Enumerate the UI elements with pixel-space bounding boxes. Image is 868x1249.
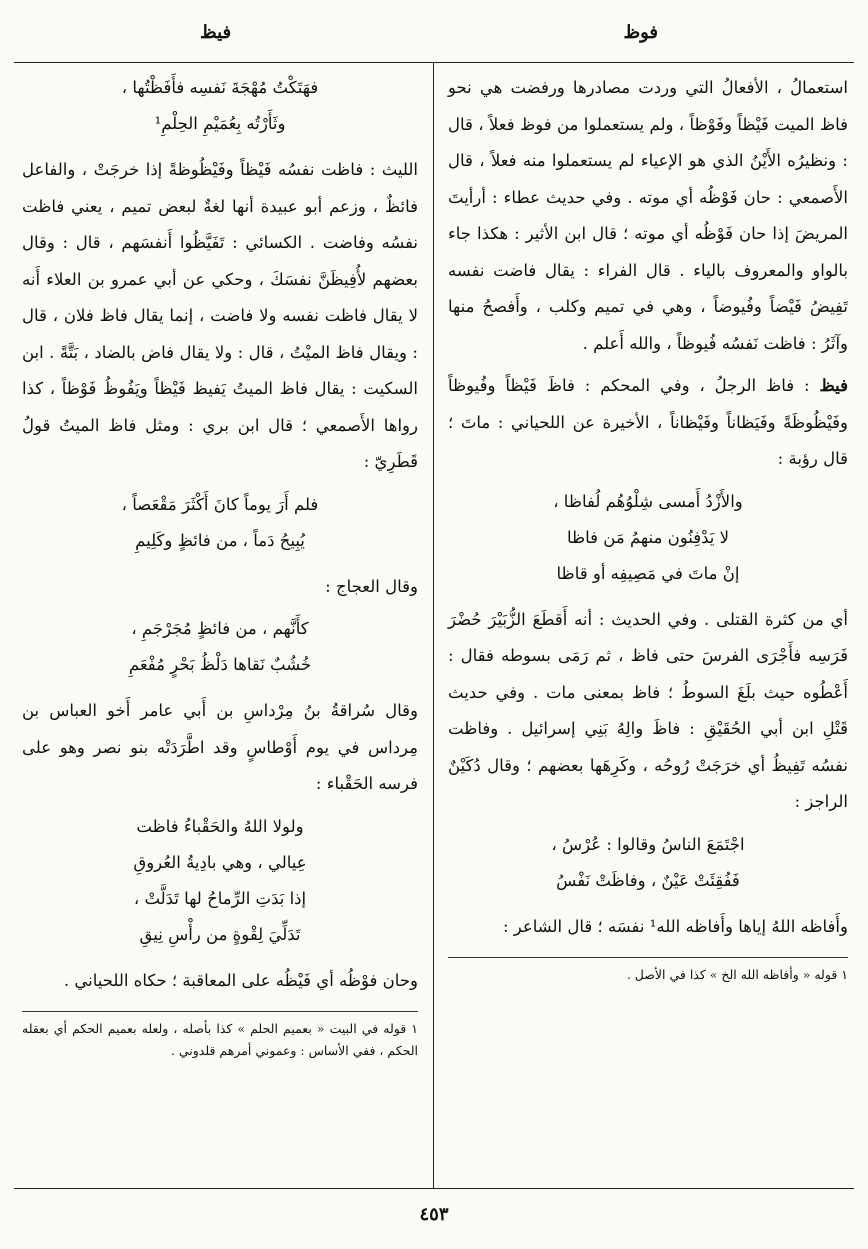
verse-line: ولولا اللهُ والحَقْباءُ فاظت [136,816,304,836]
verse-line: فهَتَكْتُ مُهْجَةَ نَفسِه فأَفَظْتُها ، [121,78,319,97]
footnote-rule [22,1011,418,1012]
footnote: ١ قوله في البيت « بعميم الحلم » كذا بأصله ، ولعله بعميم الحكم أي بعقله الحكم ، ففي الأساس : وعموني أمرهم قلدوني . [22,1021,418,1058]
verse-line: فَفُقِئَتْ عَيْنٌ ، وفاظَتْ نَفْسُ [556,870,740,890]
verse-block-top [22,70,418,142]
page-header [0,16,868,56]
verse-line: وثَأَرْتُه بِعُمَيْمِ الحِلْمِ¹ [154,114,286,133]
entry-fayz [448,368,848,478]
paragraph: وأَفاظه اللهُ إياها وأَفاظه الله¹ نفسَه ؛ قال الشاعر : [502,916,848,936]
paragraph: الليث : فاظت نفسُه فَيْظاً وفَيْظُوظةً إذا خرجَتْ ، والفاعل فائظٌ ، وزعم أبو عبيدة أنها لغةٌ لبعض تميم ، يعني فاظت نفسُه وفاضت . الكسائي : تَفَيَّظُوا أَنفسَهم ، قال : وقال بعضهم لأُفِيظَنَّ نفسَكَ ، وحكي عن أبي عمرو بن العلاء أَنه لا يقال فاظت نفسه ولا فاضت ، إنما يقال فاظ فلان ، قال : ويقال فاظ الميْتُ ، قال : ولا يقال فاض بالضاد ، بَتَّةً . ابن السكيت : يقال فاظ الميتُ يَفيظ فَيْظاً ويَفُوظُ فَوْظاً ، كذا رواها الأَصمعي ؛ قال ابن بري : ومثل فاظ الميتُ قولُ قَطَرِيّ : [22,160,418,471]
verse-line: فلم أَرَ يوماً كانَ أَكْثَرَ مَقْعَصاً ، [121,494,319,514]
footnote: ١ قوله « وأفاظه الله الخ » كذا في الأصل . [626,967,848,982]
top-rule [14,62,854,63]
footnote-rule [448,957,848,958]
column-divider [433,62,434,1188]
verse-block-qatari [22,487,418,559]
verse-block-dukayn [448,827,848,899]
entry-headword: فيظ [819,376,849,395]
right-column [448,70,848,986]
verse-block-ruba [448,484,848,592]
verse-line: كأَنَّهم ، من فائظٍ مُجَرْجَمِ ، [131,619,309,638]
verse-line: خُشُبٌ نَقاها دَلْظُ بَحْرٍ مُفْعَمِ [128,655,312,674]
left-column [22,70,418,1062]
paragraph: وقال العجاج : [325,576,418,596]
page-number: ٤٥٣ [419,1204,449,1225]
bottom-rule [14,1188,854,1189]
verse-line: إذا بَدَتِ الرِّماحُ لها تَدَلَّتْ ، [133,888,307,908]
right-header-title: فوظ [623,22,658,43]
verse-block-ajjaj [22,611,418,683]
paragraph: أي من كثرة القتلى . وفي الحديث : أنه أَقطَعَ الزُّبَيْرَ حُضْرَ فَرَسِه فأَجْرَى الفرسَ حتى فاظ ، ثم رَمَى بسوطه فقال : أَعْطُوه حيث بلَغَ السوطُ ؛ فاظ بمعنى مات . وفي حديث قَتْلِ ابن أبي الحُقَيْقِ : فاظَ والِهُ بَنِي إسرائيل . وفاظت نفسُه تَفِيظُ أي خرَجَتْ رُوحُه ، وكَرِهَها بعضهم ؛ وقال دُكَيْنٌ الراجز : [448,609,848,811]
entry-fawz-continued: استعمالُ ، الأفعالُ التي وردت مصادرها ورفضت هي نحو فاظ الميت فَيْظاً وفَوْظاً ، ولم يستعملوا من فوظ فعلاً ، قال : ونظيرُه الأَيْنُ الذي هو الإعياء لم يستعملوا منه فعلاً ، قال الأَصمعي : حان فَوْظُه أي موته . وفي حديث عطاء : أرأيتَ المريضَ إذا حان فَوْظُه أي موته ؛ قال ابن الأثير : هكذا جاء بالواو والمعروف بالياء . قال الفراء : يقال فاضت نفسه تَفِيضُ فَيْضاً وفُيوضاً ، وهي في تميم وكلب ، وأَفصحُ منها وآثَرُ : فاظت نَفسُه فُيوظاً ، والله أَعلم . [448,78,848,353]
verse-line: لا يَدْفِنُون منهمُ مَن فاظا [566,527,730,547]
paragraph: وحان فوْظُه أي فَيْظُه على المعاقبة ؛ حكاه اللحياني . [63,970,418,990]
verse-block-suraqa [22,809,418,953]
paragraph: وقال سُراقةُ بنُ مِرْداسِ بن أَبي عامر أَخو العباس بن مِرداس في يوم أَوْطاسٍ وقد اطَّرَدَتْه بنو نصر وهو على فرسه الحَقْباء : [22,701,418,793]
verse-line: اجْتَمَعَ الناسُ وقالوا : عُرْسُ ، [551,834,745,854]
verse-line: والأَزْدُ أَمسى شِلْوُهُم لُفاظا ، [553,491,743,511]
verse-line: تَدَلِّيَ لِقْوةٍ من رأْسِ نِيقِ [139,924,301,944]
entry-fayz-text: : فاظ الرجلُ ، وفي المحكم : فاظَ فَيْظاً وفُيوظاً وفَيْظُوظَةً وفَيَظاناً وفَيْظاناً ، الأخيرة عن اللحياني : ماتَ ؛ قال رؤبة : [448,376,848,468]
left-header-title: فيظ [200,22,232,43]
verse-line: عِيالي ، وهي بادِيةُ العُروقِ [133,852,307,872]
verse-line: إنْ ماتَ في مَصِيفِه أو قاظا [556,563,740,583]
verse-line: يُبِيحُ دَماً ، من فائظٍ وكَلِيمِ [135,530,305,550]
